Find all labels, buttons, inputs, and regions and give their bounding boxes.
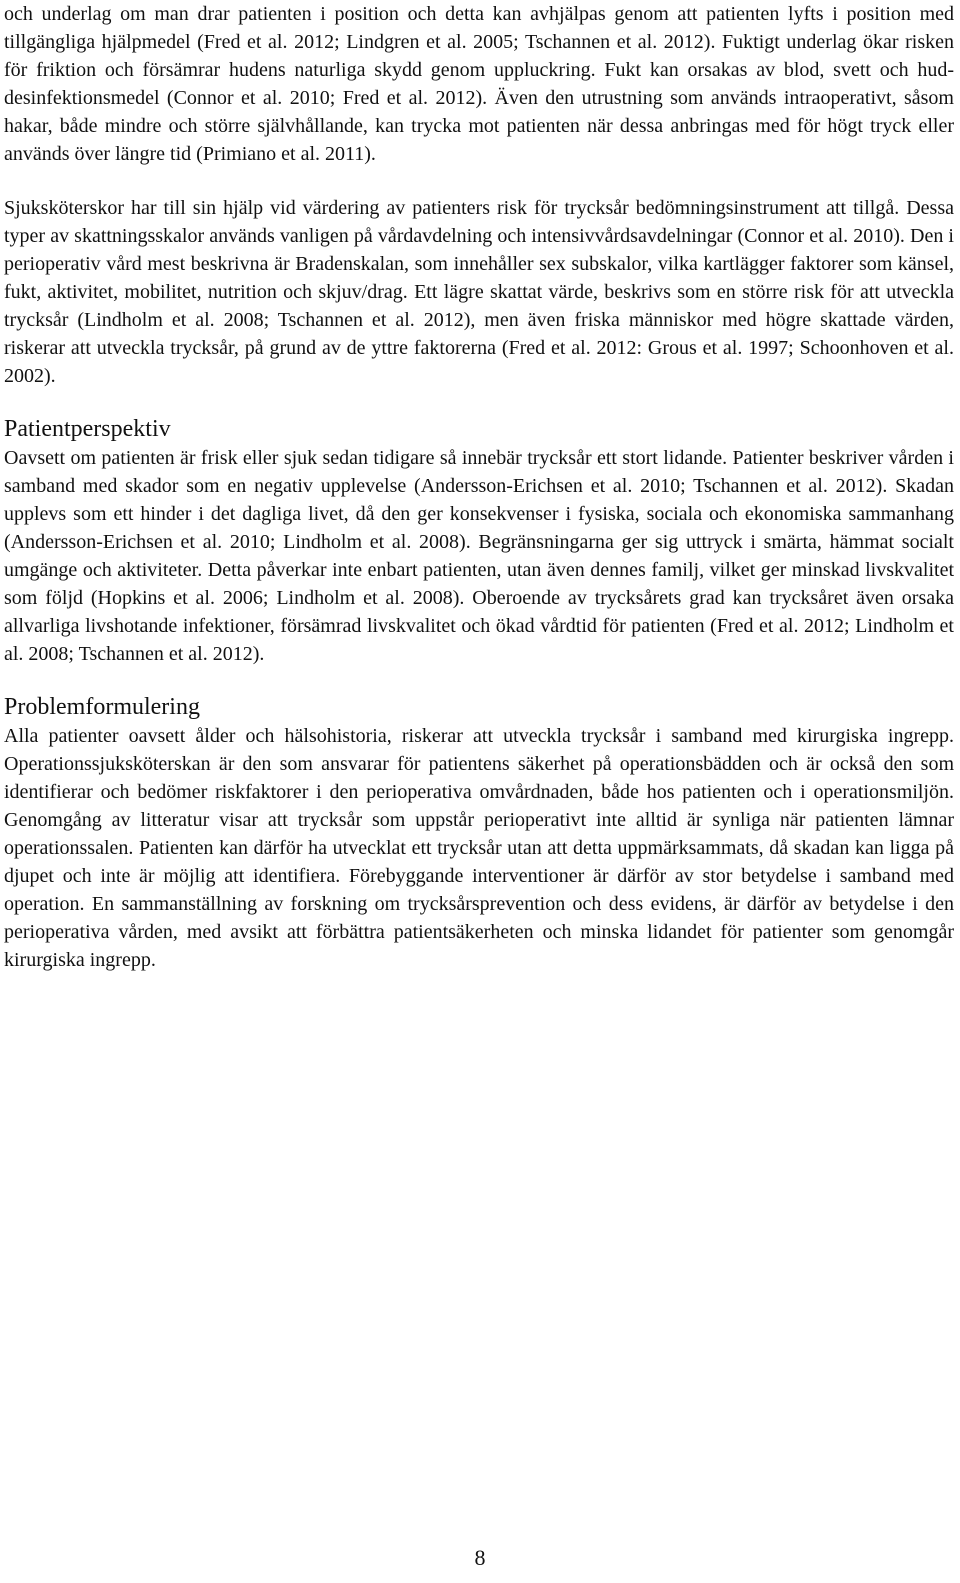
page-number: 8	[474, 1545, 486, 1570]
paragraph-patient-perspective: Oavsett om patienten är frisk eller sjuk sedan tidigare så innebär trycksår ett stort lidande. Patienter beskriver vården i samband med skador som en negativ upplevelse (Andersson-Erichsen et al. 2010; Tschannen et al. 2012). Skadan upplevs som ett hinder i det dagliga livet, då den ger konsekvenser i fysiska, sociala och ekonomiska sammanhang (Andersson-Erichsen et al. 2010; Lindholm et al. 2008). Begränsningarna ger sig uttryck i smärta, hämmat socialt umgänge och aktiviteter. Detta påverkar inte enbart patienten, utan även dennes familj, vilket ger minskad livskvalitet som följd (Hopkins et al. 2006; Lindholm et al. 2008). Oberoende av trycksårets grad kan trycksåret även orsaka allvarliga livshotande infektioner, försämrad livskvalitet och ökad vårdtid för patienten (Fred et al. 2012; Lindholm et al. 2008; Tschannen et al. 2012).	[4, 447, 954, 665]
section-heading-problem-statement: Problemformulering	[4, 694, 200, 720]
document-page	[4, 0, 954, 974]
paragraph-assessment-instruments: Sjuksköterskor har till sin hjälp vid värdering av patienters risk för trycksår bedömningsinstrument att tillgå. Dessa typer av skattningsskalor används vanligen på vårdavdelning och intensivvårdsavdelningar (Connor et al. 2010). Den i perioperativ vård mest beskrivna är Bradenskalan, som innehåller sex subskalor, vilka kartlägger faktorer som känsel, fukt, aktivitet, mobilitet, nutrition och skjuv/drag. Ett lägre skattat värde, beskrivs som en större risk för att utveckla trycksår (Lindholm et al. 2008; Tschannen et al. 2012), men även friska människor med högre skattade värden, riskerar att utveckla trycksår, på grund av de yttre faktorerna (Fred et al. 2012: Grous et al. 1997; Schoonhoven et al. 2002).	[4, 197, 954, 387]
paragraph-pressure-factors: och underlag om man drar patienten i position och detta kan avhjälpas genom att patienten lyfts i position med tillgängliga hjälpmedel (Fred et al. 2012; Lindgren et al. 2005; Tschannen et al. 2012). Fuktigt underlag ökar risken för friktion och försämrar hudens naturliga skydd genom uppluckring. Fukt kan orsakas av blod, svett och hud-desinfektionsmedel (Connor et al. 2010; Fred et al. 2012). Även den utrustning som används intraoperativt, såsom hakar, både mindre och större självhållande, kan trycka mot patienten när dessa anbringas med för högt tryck eller används över längre tid (Primiano et al. 2011).	[4, 3, 954, 165]
paragraph-problem-statement: Alla patienter oavsett ålder och hälsohistoria, riskerar att utveckla trycksår i samband med kirurgiska ingrepp. Operationssjuksköterskan är den som ansvarar för patientens säkerhet på operationsbädden och är också den som identifierar och bedömer riskfaktorer i den perioperativa omvårdnaden, både hos patienten och i operationsmiljön. Genomgång av litteratur visar att trycksår som uppstår perioperativt inte alltid är synliga när patienten lämnar operationssalen. Patienten kan därför ha utvecklat ett trycksår utan att detta uppmärksammats, då skadan kan ligga på djupet och inte är möjlig att identifiera. Förebyggande interventioner är därför av stor betydelse i samband med operation. En sammanställning av forskning om trycksårsprevention och dess evidens, är därför av betydelse i den perioperativa vården, med avsikt att förbättra patientsäkerheten och minska lidandet för patienter som genomgår kirurgiska ingrepp.	[4, 725, 954, 971]
section-heading-patient-perspective: Patientperspektiv	[4, 416, 171, 442]
